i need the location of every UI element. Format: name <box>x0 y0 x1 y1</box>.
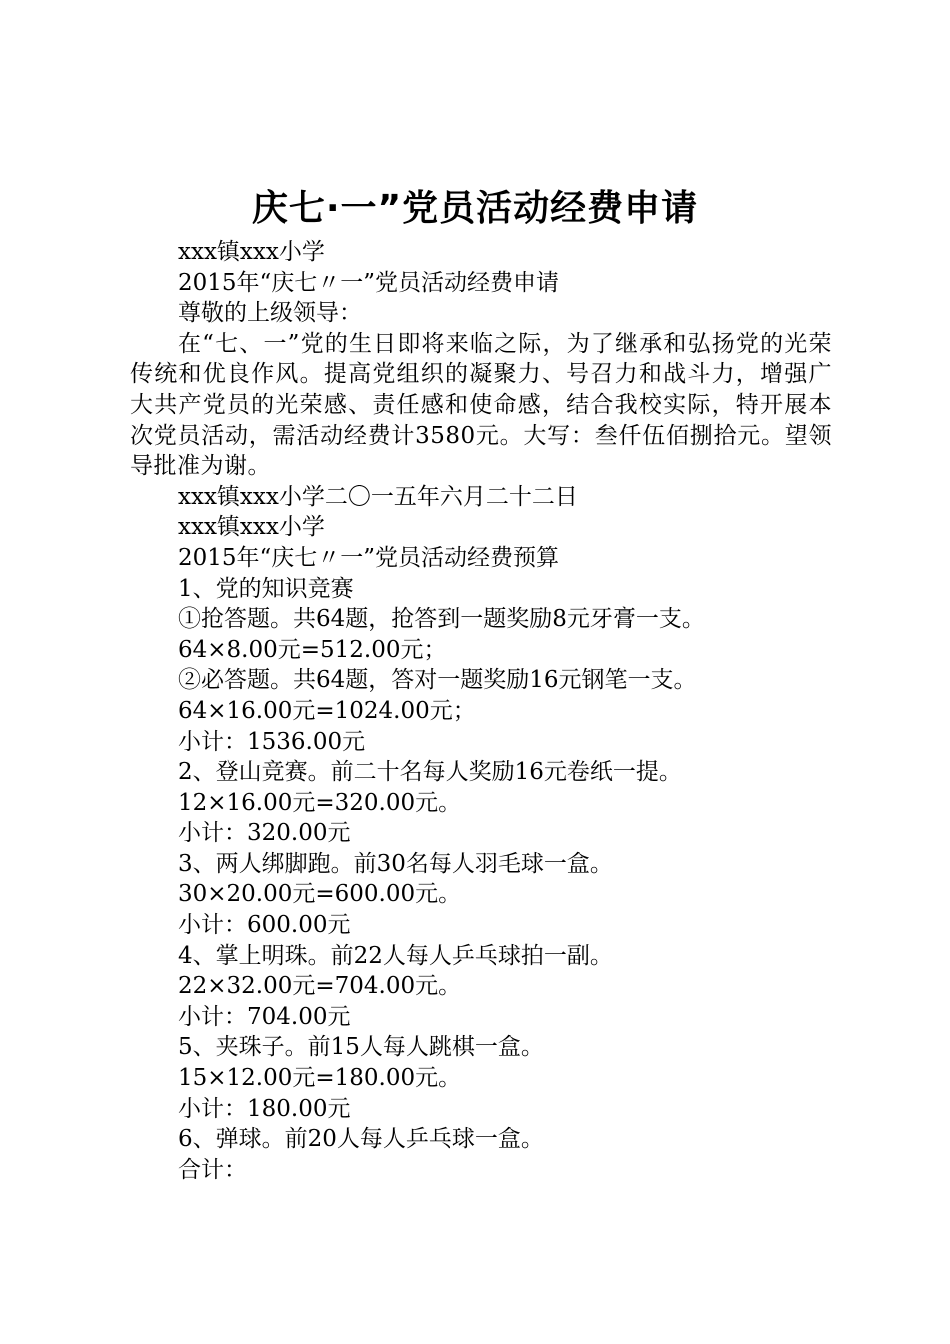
subtitle-line: 2015年“庆七〃一”党员活动经费申请 <box>178 269 560 296</box>
calculation-line: 64×8.00元=512.00元； <box>178 636 447 663</box>
section-heading: 1、党的知识竞赛 <box>178 575 354 602</box>
subtotal-line: 小计：180.00元 <box>178 1095 351 1122</box>
budget-item-line: ②必答题。共64题，答对一题奖励16元钢笔一支。 <box>178 667 697 694</box>
calculation-line: 22×32.00元=704.00元。 <box>178 973 462 1000</box>
calculation-line: 12×16.00元=320.00元。 <box>178 789 462 816</box>
subtotal-line: 小计：320.00元 <box>178 820 351 847</box>
section-heading: 3、两人绑脚跑。前30名每人羽毛球一盒。 <box>178 850 613 877</box>
section-heading: 4、掌上明珠。前22人每人乒乓球拍一副。 <box>178 942 613 969</box>
signature-date-line: xxx镇xxx小学二〇一五年六月二十二日 <box>178 483 578 510</box>
section-heading: 5、夹珠子。前15人每人跳棋一盒。 <box>178 1034 544 1061</box>
total-line: 合计： <box>178 1156 247 1183</box>
budget-title-line: 2015年“庆七〃一”党员活动经费预算 <box>178 544 560 571</box>
subtotal-line: 小计：600.00元 <box>178 912 351 939</box>
school-name-line: xxx镇xxx小学 <box>178 514 325 541</box>
budget-item-line: ①抢答题。共64题，抢答到一题奖励8元牙膏一支。 <box>178 606 705 633</box>
calculation-line: 64×16.00元=1024.00元； <box>178 697 476 724</box>
section-heading: 2、登山竞赛。前二十名每人奖励16元卷纸一提。 <box>178 759 682 786</box>
subtotal-line: 小计：1536.00元 <box>178 728 366 755</box>
calculation-line: 15×12.00元=180.00元。 <box>178 1065 462 1092</box>
subtotal-line: 小计：704.00元 <box>178 1003 351 1030</box>
school-name-line: xxx镇xxx小学 <box>178 239 325 265</box>
document-body <box>130 237 832 1185</box>
document-title: 庆七·一”党员活动经费申请 <box>251 188 699 229</box>
body-paragraph: 在“七、一”党的生日即将来临之际，为了继承和弘扬党的光荣传统和优良作风。提高党组织的凝聚力、号召力和战斗力，增强广大共产党员的光荣感、责任感和使命感，结合我校实际，特开展本次党员活动，需活动经费计3580元。大写：叁仟伍佰捌拾元。望领导批准为谢。 <box>130 330 832 480</box>
calculation-line: 30×20.00元=600.00元。 <box>178 881 462 908</box>
section-heading: 6、弹球。前20人每人乒乓球一盒。 <box>178 1126 544 1153</box>
salutation-line: 尊敬的上级领导： <box>178 300 362 327</box>
